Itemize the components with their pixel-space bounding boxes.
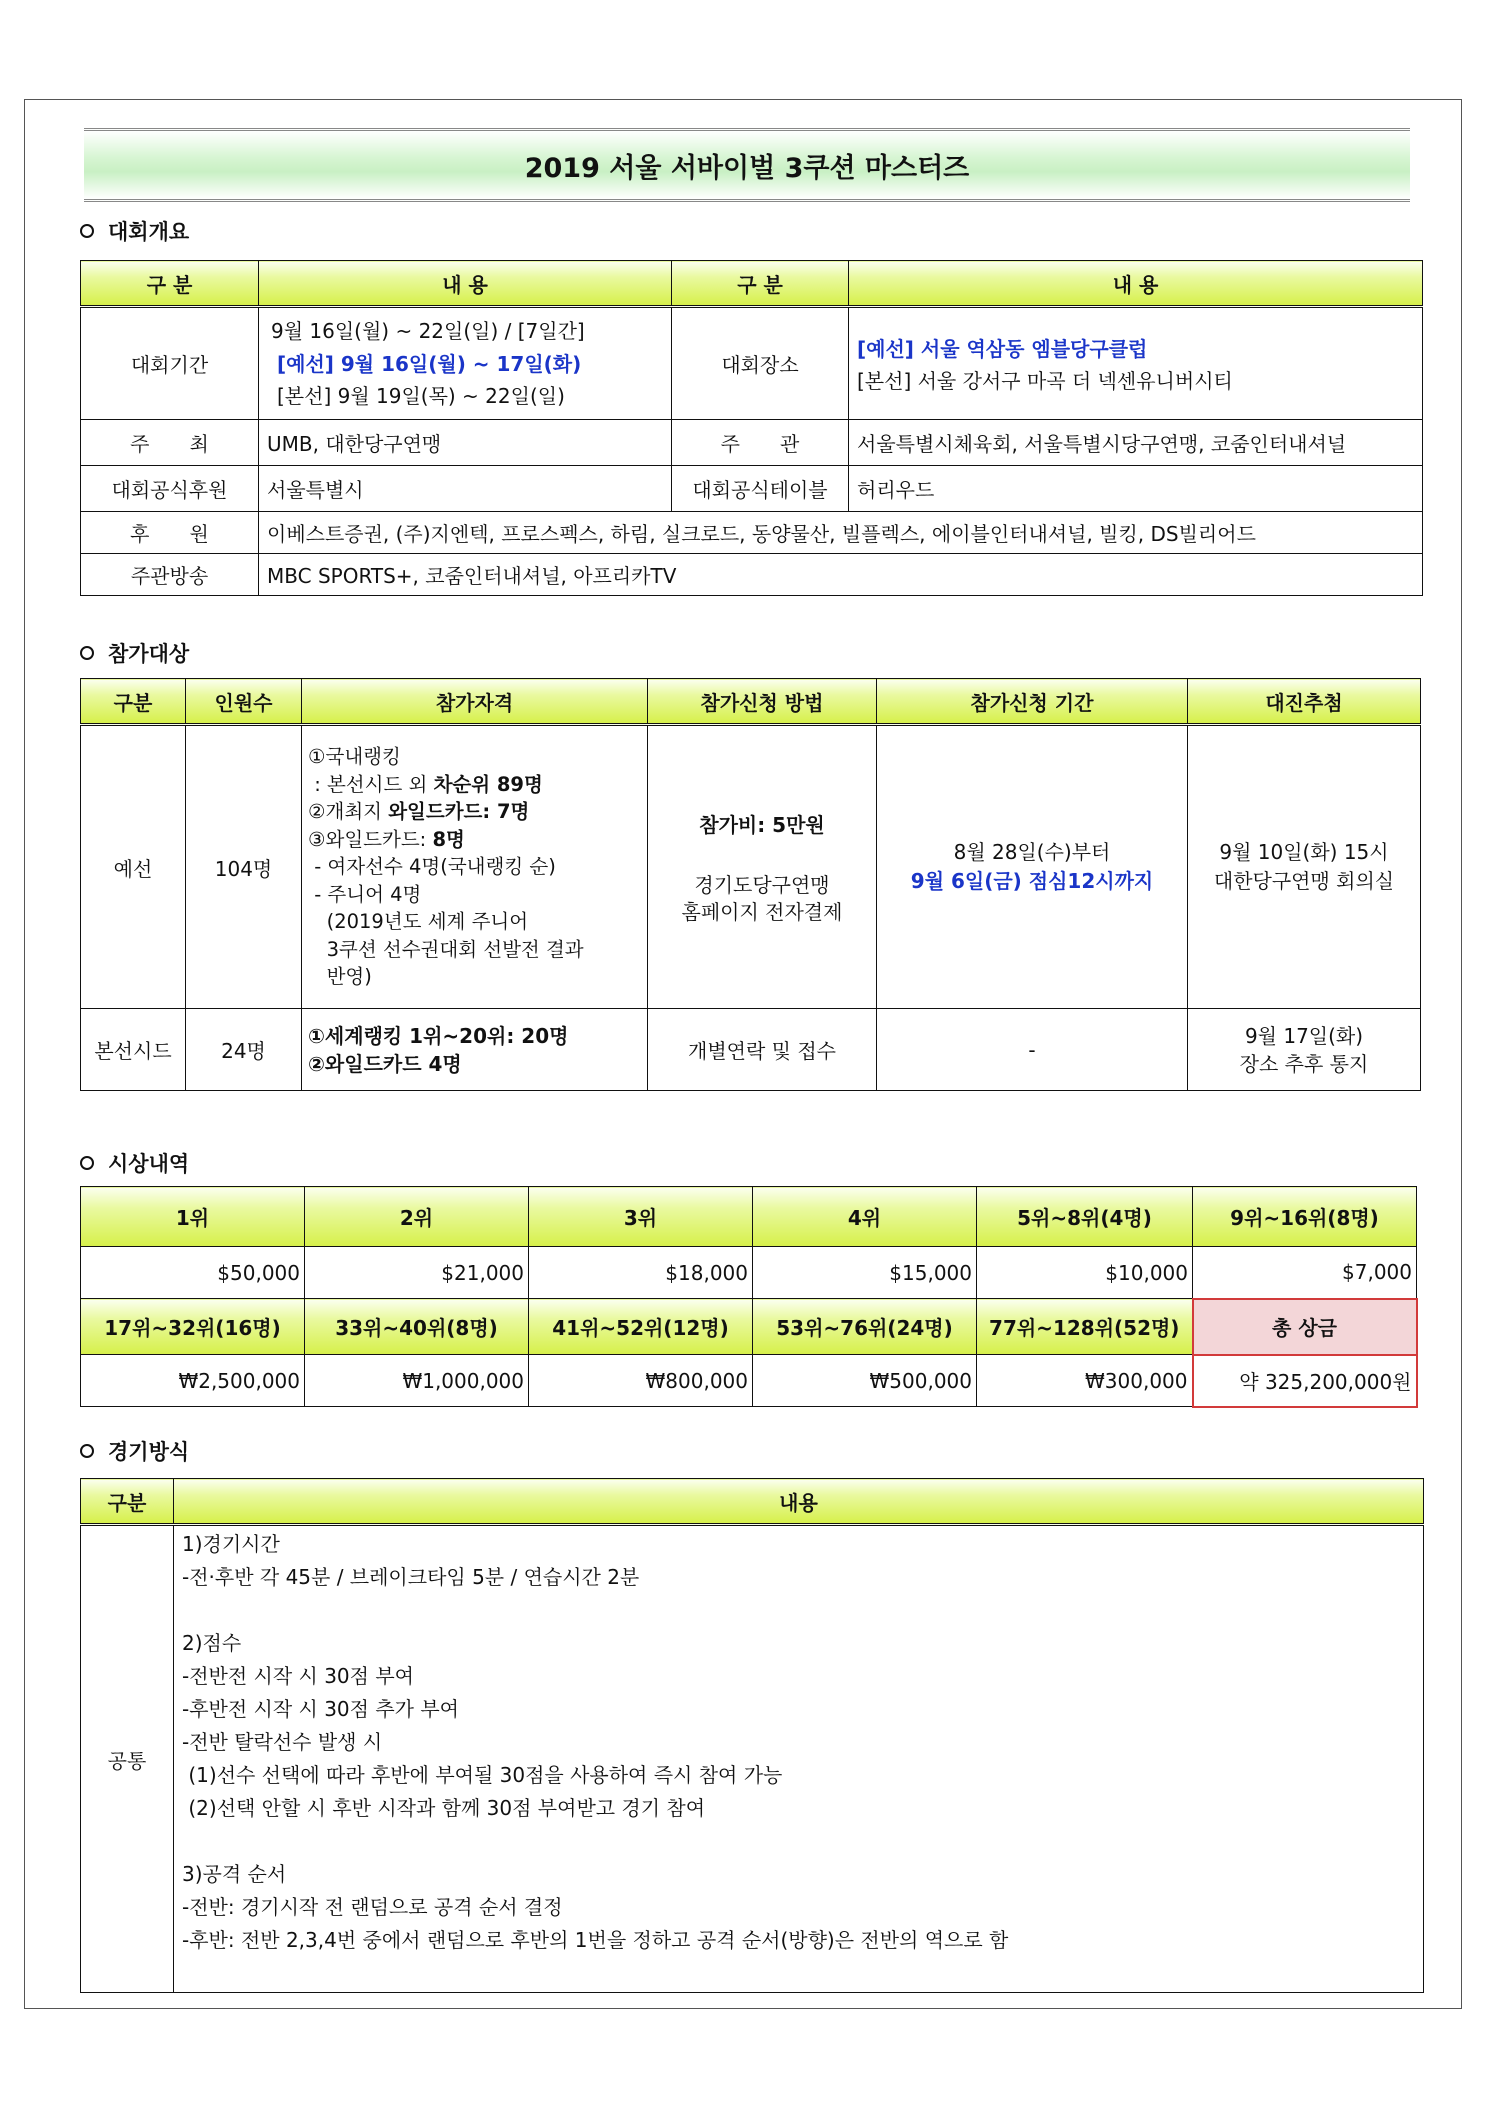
section-heading-overview: [80, 216, 189, 246]
prize-rank-header: 2위: [305, 1187, 529, 1247]
qual-line: 3쿠션 선수권대회 선발전 결과: [308, 937, 584, 961]
official-table-label: 대회공식테이블: [672, 466, 849, 512]
prize-rank-header: 33위~40위(8명): [305, 1299, 529, 1355]
col-header: 구분: [81, 1479, 174, 1525]
prize-rank-header: 1위: [81, 1187, 305, 1247]
rule-line: (1)선수 선택에 따라 후반에 부여될 30점을 사용하여 즉시 참여 가능: [182, 1763, 783, 1787]
prelim-category: 예선: [81, 725, 186, 1009]
participants-table: [80, 678, 1421, 1091]
venue-line-main: [본선] 서울 강서구 마곡 더 넥센유니버시티: [857, 369, 1233, 393]
rule-line: -후반: 전반 2,3,4번 중에서 랜덤으로 후반의 1번을 정하고 공격 순서(방향)은 전반의 역으로 함: [182, 1928, 1009, 1952]
draw-line: 대한당구연맹 회의실: [1213, 869, 1395, 893]
qual-line-bold: 8명: [432, 827, 465, 851]
qual-line: (2019년도 세계 주니어: [308, 910, 529, 934]
period-line: 9월 16일(월) ~ 22일(일) / [7일간]: [271, 318, 585, 343]
qual-line: 반영): [308, 965, 372, 989]
organizer-label: 주 관: [672, 420, 849, 466]
qual-line-bold: 와일드카드: 7명: [388, 800, 530, 824]
seed-category: 본선시드: [81, 1009, 186, 1091]
period-line-main: [본선] 9월 19일(목) ~ 22일(일): [277, 383, 565, 408]
period-value: [259, 307, 672, 420]
draw-line: 장소 추후 통지: [1239, 1051, 1369, 1076]
prelim-draw: [1188, 725, 1421, 1009]
official-sponsor-value: 서울특별시: [259, 466, 672, 512]
organizer-value: 서울특별시체육회, 서울특별시당구연맹, 코줌인터내셔널: [849, 420, 1423, 466]
prize-rank-header: 5위~8위(4명): [977, 1187, 1193, 1247]
prize-rank-header: 53위~76위(24명): [753, 1299, 977, 1355]
rule-line: -전반전 시작 시 30점 부여: [182, 1664, 414, 1688]
section-title: 대회개요: [108, 220, 190, 244]
prize-amount: $50,000: [81, 1247, 305, 1299]
rule-line: [182, 1594, 1415, 1627]
circle-bullet-icon: [80, 646, 94, 660]
seed-count: 24명: [186, 1009, 302, 1091]
official-sponsor-label: 대회공식후원: [81, 466, 259, 512]
prelim-period: [877, 725, 1188, 1009]
prize-rank-header: 9위~16위(8명): [1193, 1187, 1417, 1247]
venue-value: [849, 307, 1423, 420]
rule-line: -전·후반 각 45분 / 브레이크타임 5분 / 연습시간 2분: [182, 1565, 640, 1589]
page-title: 2019 서울 서바이벌 3쿠션 마스터즈: [84, 128, 1410, 202]
col-header: 대진추첨: [1188, 679, 1421, 725]
prize-amount: ₩800,000: [529, 1355, 753, 1407]
qual-line: - 주니어 4명: [308, 882, 422, 906]
format-rules: [174, 1525, 1424, 1993]
method-line: 홈페이지 전자결제: [681, 899, 843, 924]
venue-label: 대회장소: [672, 307, 849, 420]
circle-bullet-icon: [80, 1444, 94, 1458]
qual-line: ③와일드카드:: [308, 827, 433, 851]
col-header: 구 분: [81, 261, 259, 307]
draw-line: 9월 17일(화): [1244, 1023, 1364, 1048]
qual-line: ①세계랭킹 1위~20위: 20명: [308, 1023, 569, 1048]
period-deadline: 9월 6일(금) 점심12시까지: [910, 869, 1154, 893]
prelim-count: 104명: [186, 725, 302, 1009]
seed-period: -: [877, 1009, 1188, 1091]
section-title: 경기방식: [108, 1440, 190, 1464]
section-title: 시상내역: [108, 1152, 190, 1176]
prize-amount: $10,000: [977, 1247, 1193, 1299]
col-header: 내 용: [849, 261, 1423, 307]
rule-line: [182, 1825, 1415, 1858]
draw-line: 9월 10일(화) 15시: [1219, 840, 1389, 864]
section-title: 참가대상: [108, 642, 190, 666]
format-table: [80, 1478, 1424, 1993]
section-heading-format: [80, 1436, 189, 1466]
qual-line: ②개최지: [308, 800, 389, 824]
rule-line: 3)공격 순서: [182, 1862, 287, 1886]
circle-bullet-icon: [80, 1156, 94, 1170]
seed-method: 개별연락 및 접수: [648, 1009, 877, 1091]
official-table-value: 허리우드: [849, 466, 1423, 512]
prize-rank-header: 77위~128위(52명): [977, 1299, 1193, 1355]
prize-amount: ₩2,500,000: [81, 1355, 305, 1407]
col-header: 내용: [174, 1479, 1424, 1525]
col-header: 참가자격: [302, 679, 648, 725]
rule-line: 2)점수: [182, 1631, 242, 1655]
method-fee: 참가비: 5만원: [699, 812, 825, 837]
total-prize-value: 약 325,200,000원: [1193, 1355, 1417, 1407]
prize-table: [80, 1186, 1418, 1408]
format-category: 공통: [81, 1525, 174, 1993]
seed-draw: [1188, 1009, 1421, 1091]
prize-rank-header: 41위~52위(12명): [529, 1299, 753, 1355]
qual-line-bold: 차순위 89명: [433, 772, 543, 796]
host-label: 주 최: [81, 420, 259, 466]
rule-line: -전반: 경기시작 전 랜덤으로 공격 순서 결정: [182, 1895, 563, 1919]
rule-line: 1)경기시간: [182, 1532, 280, 1556]
qual-line: ①국내랭킹: [308, 745, 401, 769]
prelim-method: [648, 725, 877, 1009]
col-header: 참가신청 기간: [877, 679, 1188, 725]
venue-line-prelim: [예선] 서울 역삼동 엠블당구클럽: [857, 337, 1148, 361]
seed-qualification: [302, 1009, 648, 1091]
rule-line: -전반 탈락선수 발생 시: [182, 1730, 383, 1754]
col-header: 구분: [81, 679, 186, 725]
section-heading-participants: [80, 638, 189, 668]
circle-bullet-icon: [80, 224, 94, 238]
section-heading-prizes: [80, 1148, 189, 1178]
qual-line: ②와일드카드 4명: [308, 1051, 462, 1076]
sponsor-value: 이베스트증권, (주)지엔텍, 프로스펙스, 하림, 실크로드, 동양물산, 빌플렉스, 에이블인터내셔널, 빌킹, DS빌리어드: [259, 512, 1423, 554]
prize-amount: ₩1,000,000: [305, 1355, 529, 1407]
prize-rank-header: 4위: [753, 1187, 977, 1247]
broadcast-value: MBC SPORTS+, 코줌인터내셔널, 아프리카TV: [259, 554, 1423, 596]
col-header: 인원수: [186, 679, 302, 725]
rule-line: -후반전 시작 시 30점 추가 부여: [182, 1697, 459, 1721]
prize-amount: $21,000: [305, 1247, 529, 1299]
period-line-prelim: [예선] 9월 16일(월) ~ 17일(화): [277, 351, 582, 376]
prize-rank-header: 17위~32위(16명): [81, 1299, 305, 1355]
prize-amount: $18,000: [529, 1247, 753, 1299]
overview-table: [80, 260, 1423, 596]
prize-amount: ₩300,000: [977, 1355, 1193, 1407]
col-header: 구 분: [672, 261, 849, 307]
sponsor-label: 후 원: [81, 512, 259, 554]
qual-line: : 본선시드 외: [308, 772, 434, 796]
rule-line: (2)선택 안할 시 후반 시작과 함께 30점 부여받고 경기 참여: [182, 1796, 706, 1820]
col-header: 내 용: [259, 261, 672, 307]
method-line: 경기도당구연맹: [694, 872, 830, 897]
prize-amount: ₩500,000: [753, 1355, 977, 1407]
total-prize-header: 총 상금: [1193, 1299, 1417, 1355]
prelim-qualification: [302, 725, 648, 1009]
period-label: 대회기간: [81, 307, 259, 420]
host-value: UMB, 대한당구연맹: [259, 420, 672, 466]
prize-amount: $15,000: [753, 1247, 977, 1299]
prize-rank-header: 3위: [529, 1187, 753, 1247]
broadcast-label: 주관방송: [81, 554, 259, 596]
period-line: 8월 28일(수)부터: [953, 840, 1111, 864]
qual-line: - 여자선수 4명(국내랭킹 순): [308, 855, 556, 879]
prize-amount: $7,000: [1193, 1247, 1417, 1299]
col-header: 참가신청 방법: [648, 679, 877, 725]
